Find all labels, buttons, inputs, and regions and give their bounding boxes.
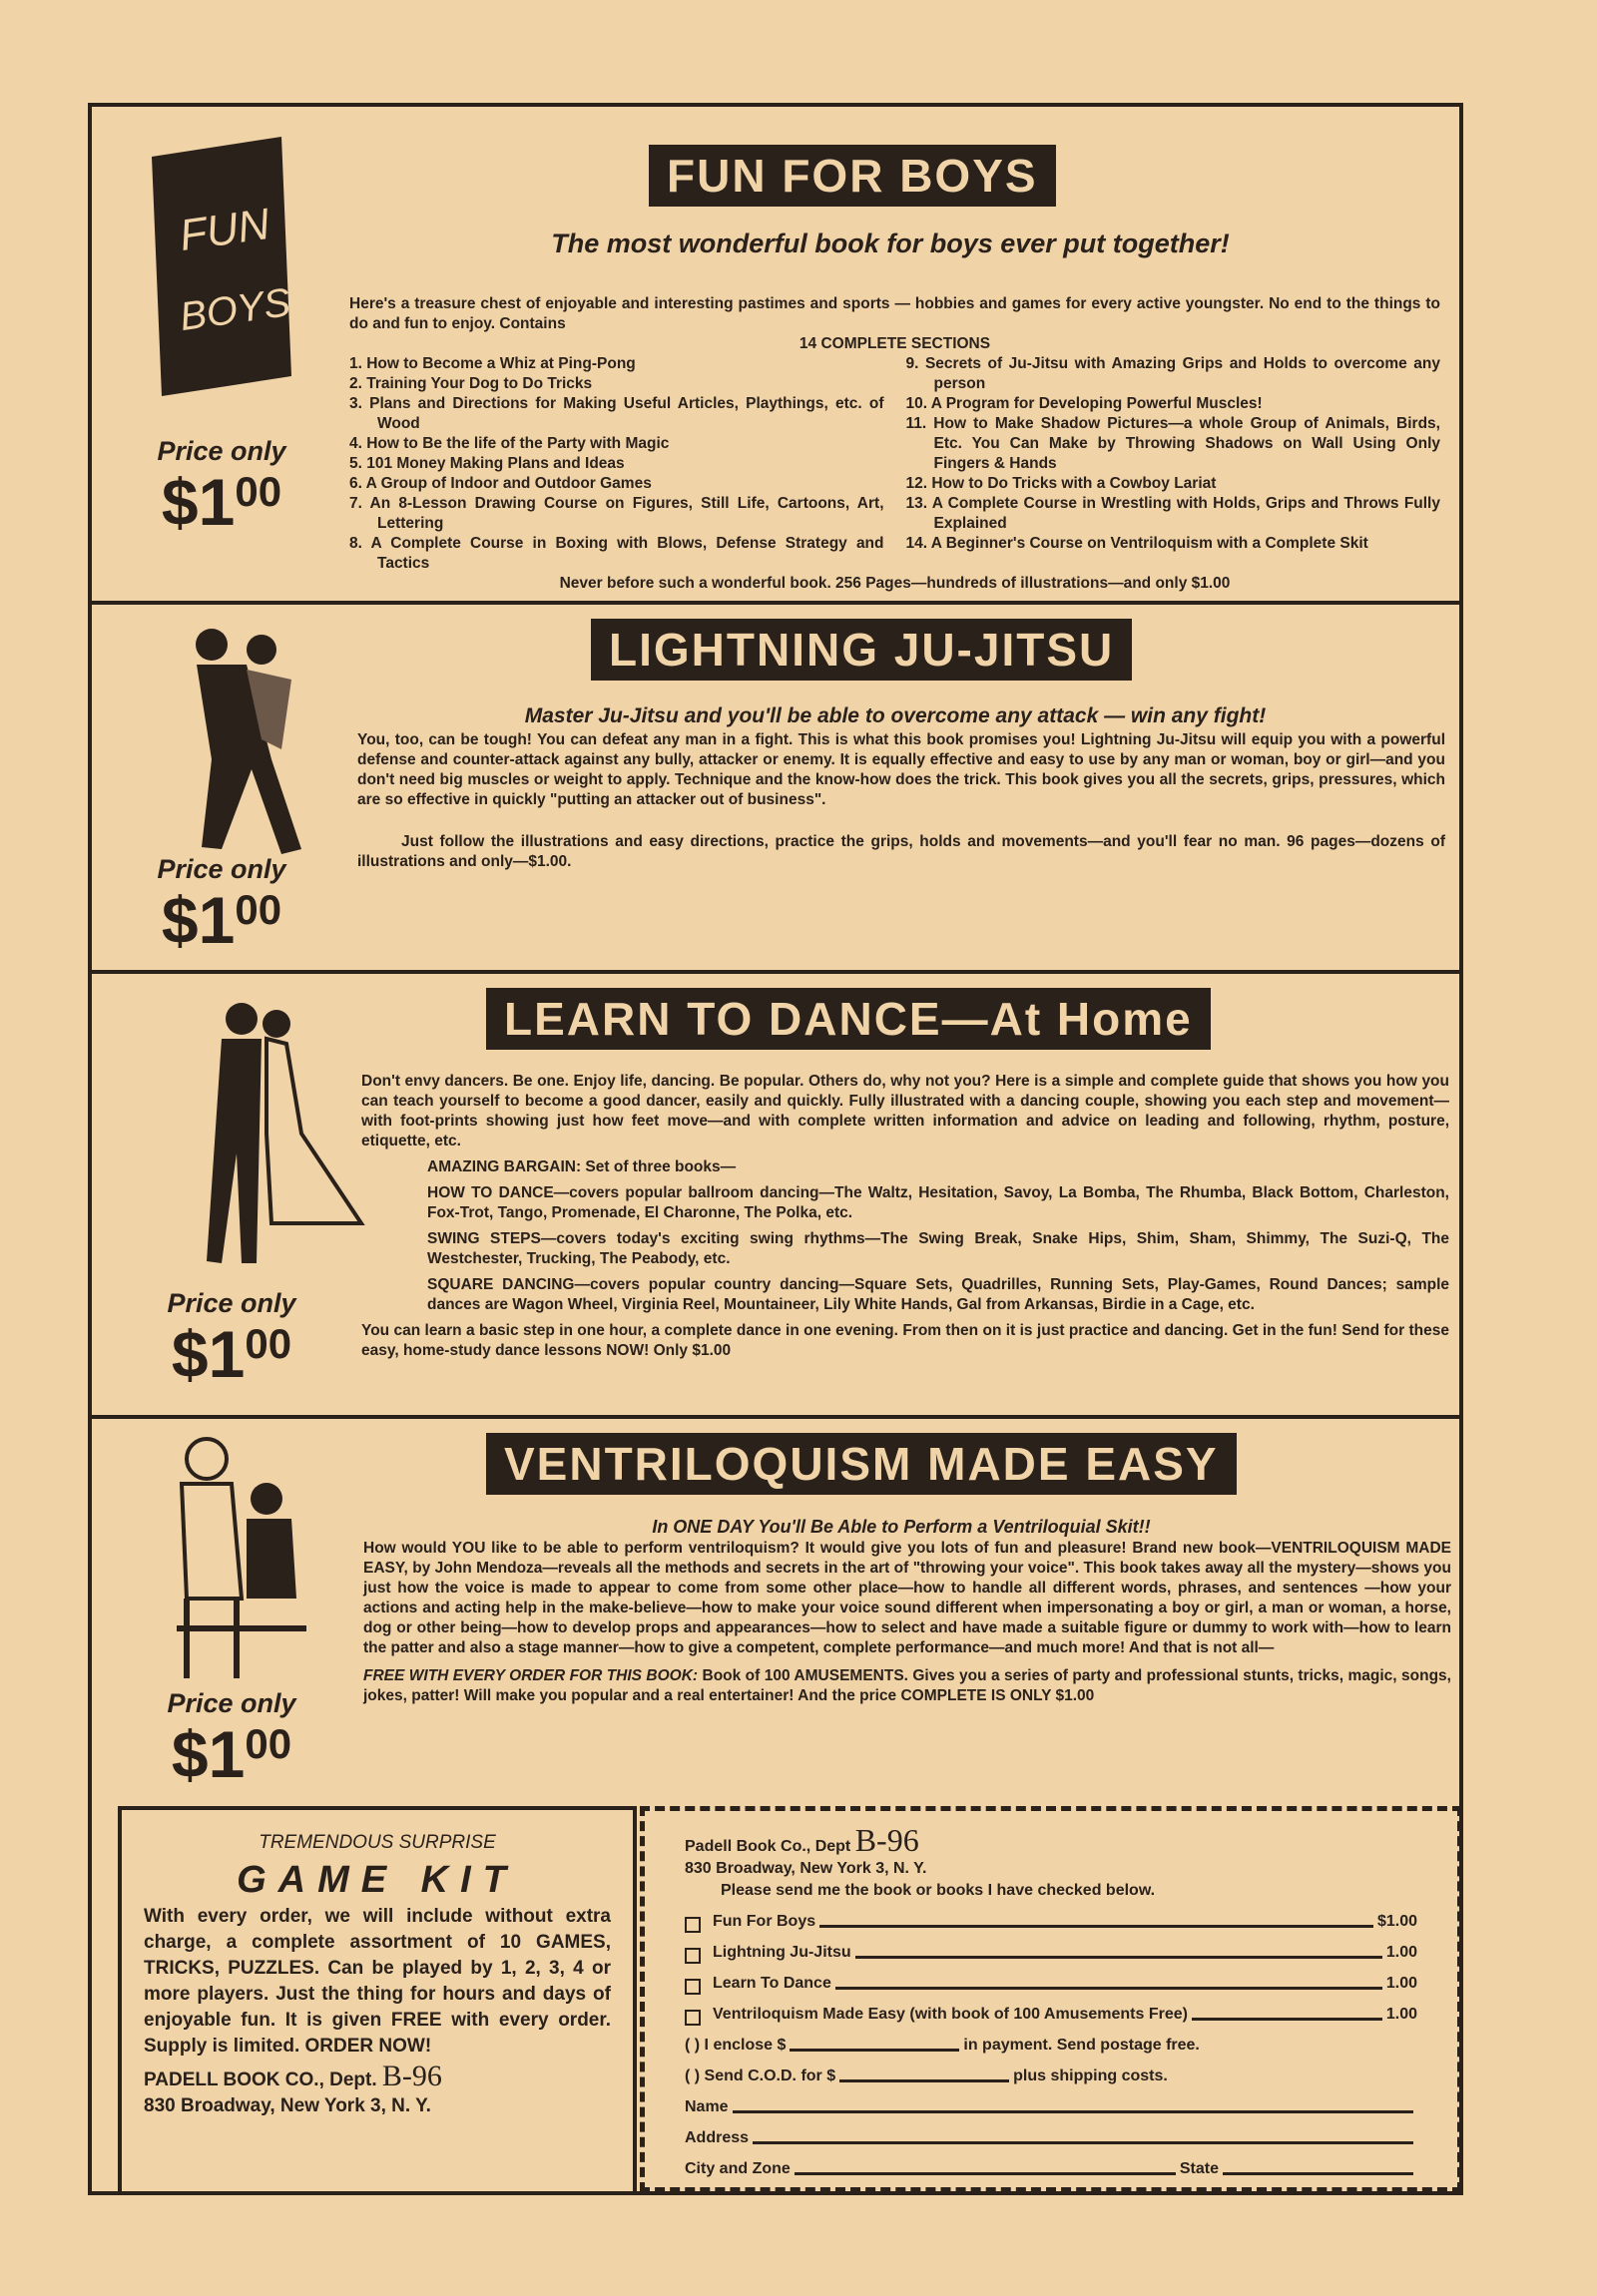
checkbox[interactable] bbox=[685, 1948, 701, 1964]
order-coupon: Padell Book Co., Dept B-96 830 Broadway, New York 3, N. Y. Please send me the book or books I have checked below. Fun For Boys $1.00 Lightning Ju-Jitsu 1.00 Learn To Dance 1.00 Ventriloquism Made Easy (with book of 100 Amusements Free) 1.00 ( ) I enclose $ in payment. Send postage free. ( ) Send C.O.D. for $ plus shipping costs. Name Address City and Zone State bbox=[640, 1806, 1462, 2192]
jujitsu-section bbox=[92, 605, 1459, 974]
name-field[interactable]: Name bbox=[685, 2096, 1417, 2118]
svg-text:BOYS: BOYS bbox=[177, 280, 293, 340]
wrestlers-illustration bbox=[152, 620, 321, 859]
description: How would YOU like to be able to perform ventriloquism? It would give you lots of fun and pleasure! Brand new book—VENTRILOQUISM MADE EASY, by John Mendoza—reveals all the methods and secrets in the art of "throwing your voice". This book takes away all the mystery—shows you just how the voice is made to appear to come from some other place—how to handle all different words, phrases, and sentences —how your actions and acting help in the make-believe—how to make your voice sound different when impersonating a boy or girl, a man or woman, a horse, dog or other being—how to develop props and appearances—how to select and have made a suitable figure or dummy to work with—how to learn the patter and also a stage manner—how to give a competent, complete performance—and much more! And that is not all— FREE WITH EVERY ORDER FOR THIS BOOK: Book of 100 AMUSEMENTS. Gives you a series of party and professional stunts, tricks, magic, songs, jokes, patter! Will make you popular and a real entertainer! And the price COMPLETE IS ONLY $1.00 bbox=[363, 1540, 1451, 1704]
order-item-ventriloquism[interactable]: Ventriloquism Made Easy (with book of 100 Amusements Free) 1.00 bbox=[685, 2004, 1417, 2026]
checkbox[interactable] bbox=[685, 1917, 701, 1933]
checkbox[interactable] bbox=[685, 2010, 701, 2026]
subtitle: In ONE DAY You'll Be Able to Perform a Ventriloquial Skit!! bbox=[652, 1517, 1151, 1537]
order-item-jujitsu[interactable]: Lightning Ju-Jitsu 1.00 bbox=[685, 1942, 1417, 1964]
game-kit-title: GAME KIT bbox=[237, 1859, 518, 1901]
section-title: FUN FOR BOYS bbox=[649, 145, 1056, 207]
price-tag: Price only $\$1^{00}$ bbox=[157, 854, 286, 957]
section-list-right: 9. Secrets of Ju-Jitsu with Amazing Grips and Holds to overcome any person 10. A Program for Developing Powerful Muscles! 11. How to Make Shadow Pictures—a whole Group of Animals, Birds, Etc. You Can Make by Throwing Shadows on Wall Using Only Fingers & Hands 12. How to Do Tricks with a Cowboy Lariat 13. A Complete Course in Wrestling with Holds, Grips and Throws Fully Explained 14. A Beginner's Course on Ventriloquism with a Complete Skit bbox=[905, 355, 1440, 552]
order-item-dance[interactable]: Learn To Dance 1.00 bbox=[685, 1973, 1417, 1995]
section-title: LEARN TO DANCE—At Home bbox=[486, 988, 1211, 1050]
description: Don't envy dancers. Be one. Enjoy life, dancing. Be popular. Others do, why not you? Here is a simple and complete guide that shows you how you can teach yourself to become a good dancer, easily and quickly. Fully illustrated with a dancing couple, showing you each step and movement—with foot-prints showing just how feet move—and with complete written information and advice on leading and following, rhythm, posture, etiquette, etc. AMAZING BARGAIN: Set of three books— HOW TO DANCE—covers popular ballroom dancing—The Waltz, Hesitation, Savoy, La Bomba, The Rhumba, Black Bottom, Charleston, Fox-Trot, Tango, Promenade, El Charonne, The Polka, etc. SWING STEPS—covers today's exciting swing rhythms—The Swing Break, Snake Hips, Shim, Sham, Shimmy, The Suzi-Q, The Westchester, Trucking, The Peabody, etc. SQUARE DANCING—covers popular country dancing—Square Sets, Quadrilles, Running Sets, Play-Games, Round Dances; sample dances are Wagon Wheel, Virginia Reel, Mountaineer, Lily White Hands, Gal from Arkansas, Birdie in a Cage, etc. You can learn a basic step in one hour, a complete dance in one evening. From then on it is just practice and dancing. Get in the fun! Send for these easy, home-study dance lessons NOW! Only $1.00 bbox=[361, 1073, 1449, 1359]
cod-field[interactable]: ( ) Send C.O.D. for $ plus shipping costs. bbox=[685, 2067, 1168, 2084]
subtitle: Master Ju-Jitsu and you'll be able to overcome any attack — win any fight! bbox=[524, 704, 1267, 727]
fun-for-boys-section bbox=[92, 107, 1459, 605]
ventriloquism-section bbox=[92, 1419, 1459, 1810]
dancing-couple-illustration bbox=[152, 994, 371, 1273]
city-state-field[interactable]: City and Zone State bbox=[685, 2158, 1417, 2180]
enclose-payment-field[interactable]: ( ) I enclose $ in payment. Send postage free. bbox=[685, 2037, 1200, 2054]
order-item-fun-for-boys[interactable]: Fun For Boys $1.00 bbox=[685, 1911, 1417, 1933]
section-title: LIGHTNING JU-JITSU bbox=[591, 619, 1132, 681]
description: Here's a treasure chest of enjoyable and interesting pastimes and sports — hobbies and games for every active youngster. No end to the things to do and fun to enjoy. Contains 14 COMPLETE SECTIONS 1. How to Become a Whiz at Ping-Pong 2. Training Your Dog to Do Tricks 3. Plans and Directions for Making Useful Articles, Playthings, etc. of Wood 4. How to Be the life of the Party with Magic 5. 101 Money Making Plans and Ideas 6. A Group of Indoor and Outdoor Games 7. An 8-Lesson Drawing Course on Figures, Still Life, Cartoons, Art, Lettering 8. A Complete Course in Boxing with Blows, Defense Strategy and Tactics 9. Secrets of Ju-Jitsu with Amazing Grips and Holds to overcome any person 10. A Program for Developing Powerful Muscles! 11. How to Make Shadow Pictures—a whole Group of Animals, Birds, Etc. You Can Make by Throwing Shadows on Wall Using Only Fingers & Hands 12. How to Do Tricks with a Cowboy Lariat 13. A Complete Course in Wrestling with Holds, Grips and Throws Fully Explained 14. A Beginner's Course on Ventriloquism with a Complete Skit Never before such a wonderful book. 256 Pages—hundreds of illustrations—and only $1.00 bbox=[349, 295, 1440, 592]
description: You, too, can be tough! You can defeat any man in a fight. This is what this book promises you! Lightning Ju-Jitsu will equip you with a powerful defense and counter-attack against any bully, attacker or enemy. It is equally effective and easy to use by any man or woman, boy or girl—and you don't need big muscles or weight to apply. Technique and the know-how does the trick. This book gives you all the secrets, grips, pressures, which are so effective in quickly "putting an attacker out of business". Just follow the illustrations and easy directions, practice the grips, holds and movements—and you'll fear no man. 96 pages—dozens of illustrations and only—$1.00. bbox=[357, 731, 1445, 870]
price-tag: Price only $\$1^{00}$ bbox=[167, 1688, 296, 1791]
subtitle: The most wonderful book for boys ever put together! bbox=[551, 229, 1230, 258]
svg-text:FUN: FUN bbox=[176, 199, 273, 261]
book-cover-illustration bbox=[142, 137, 301, 396]
dance-section bbox=[92, 974, 1459, 1419]
checkbox[interactable] bbox=[685, 1979, 701, 1995]
section-list-left: 1. How to Become a Whiz at Ping-Pong 2. Training Your Dog to Do Tricks 3. Plans and Directions for Making Useful Articles, Playthings, etc. of Wood 4. How to Be the life of the Party with Magic 5. 101 Money Making Plans and Ideas 6. A Group of Indoor and Outdoor Games 7. An 8-Lesson Drawing Course on Figures, Still Life, Cartoons, Art, Lettering 8. A Complete Course in Boxing with Blows, Defense Strategy and Tactics bbox=[349, 355, 884, 572]
section-title: VENTRILOQUISM MADE EASY bbox=[486, 1433, 1237, 1495]
ventriloquist-illustration bbox=[147, 1429, 336, 1688]
price-tag: Price only $\$1^{00}$ bbox=[167, 1288, 296, 1391]
address-field[interactable]: Address bbox=[685, 2127, 1417, 2149]
game-kit-box: TREMENDOUS SURPRISE GAME KIT With every order, we will include without extra charge, a complete assortment of 10 GAMES, TRICKS, PUZZLES. Can be played by 1, 2, 3, 4 or more players. Just the thing for hours and days of enjoyable fun. It is given FREE with every order. Supply is limited. ORDER NOW! PADELL BOOK CO., Dept. B-96 830 Broadway, New York 3, N. Y. bbox=[118, 1806, 637, 2195]
price-tag: Price only $\$1^{00}$ bbox=[157, 436, 286, 539]
